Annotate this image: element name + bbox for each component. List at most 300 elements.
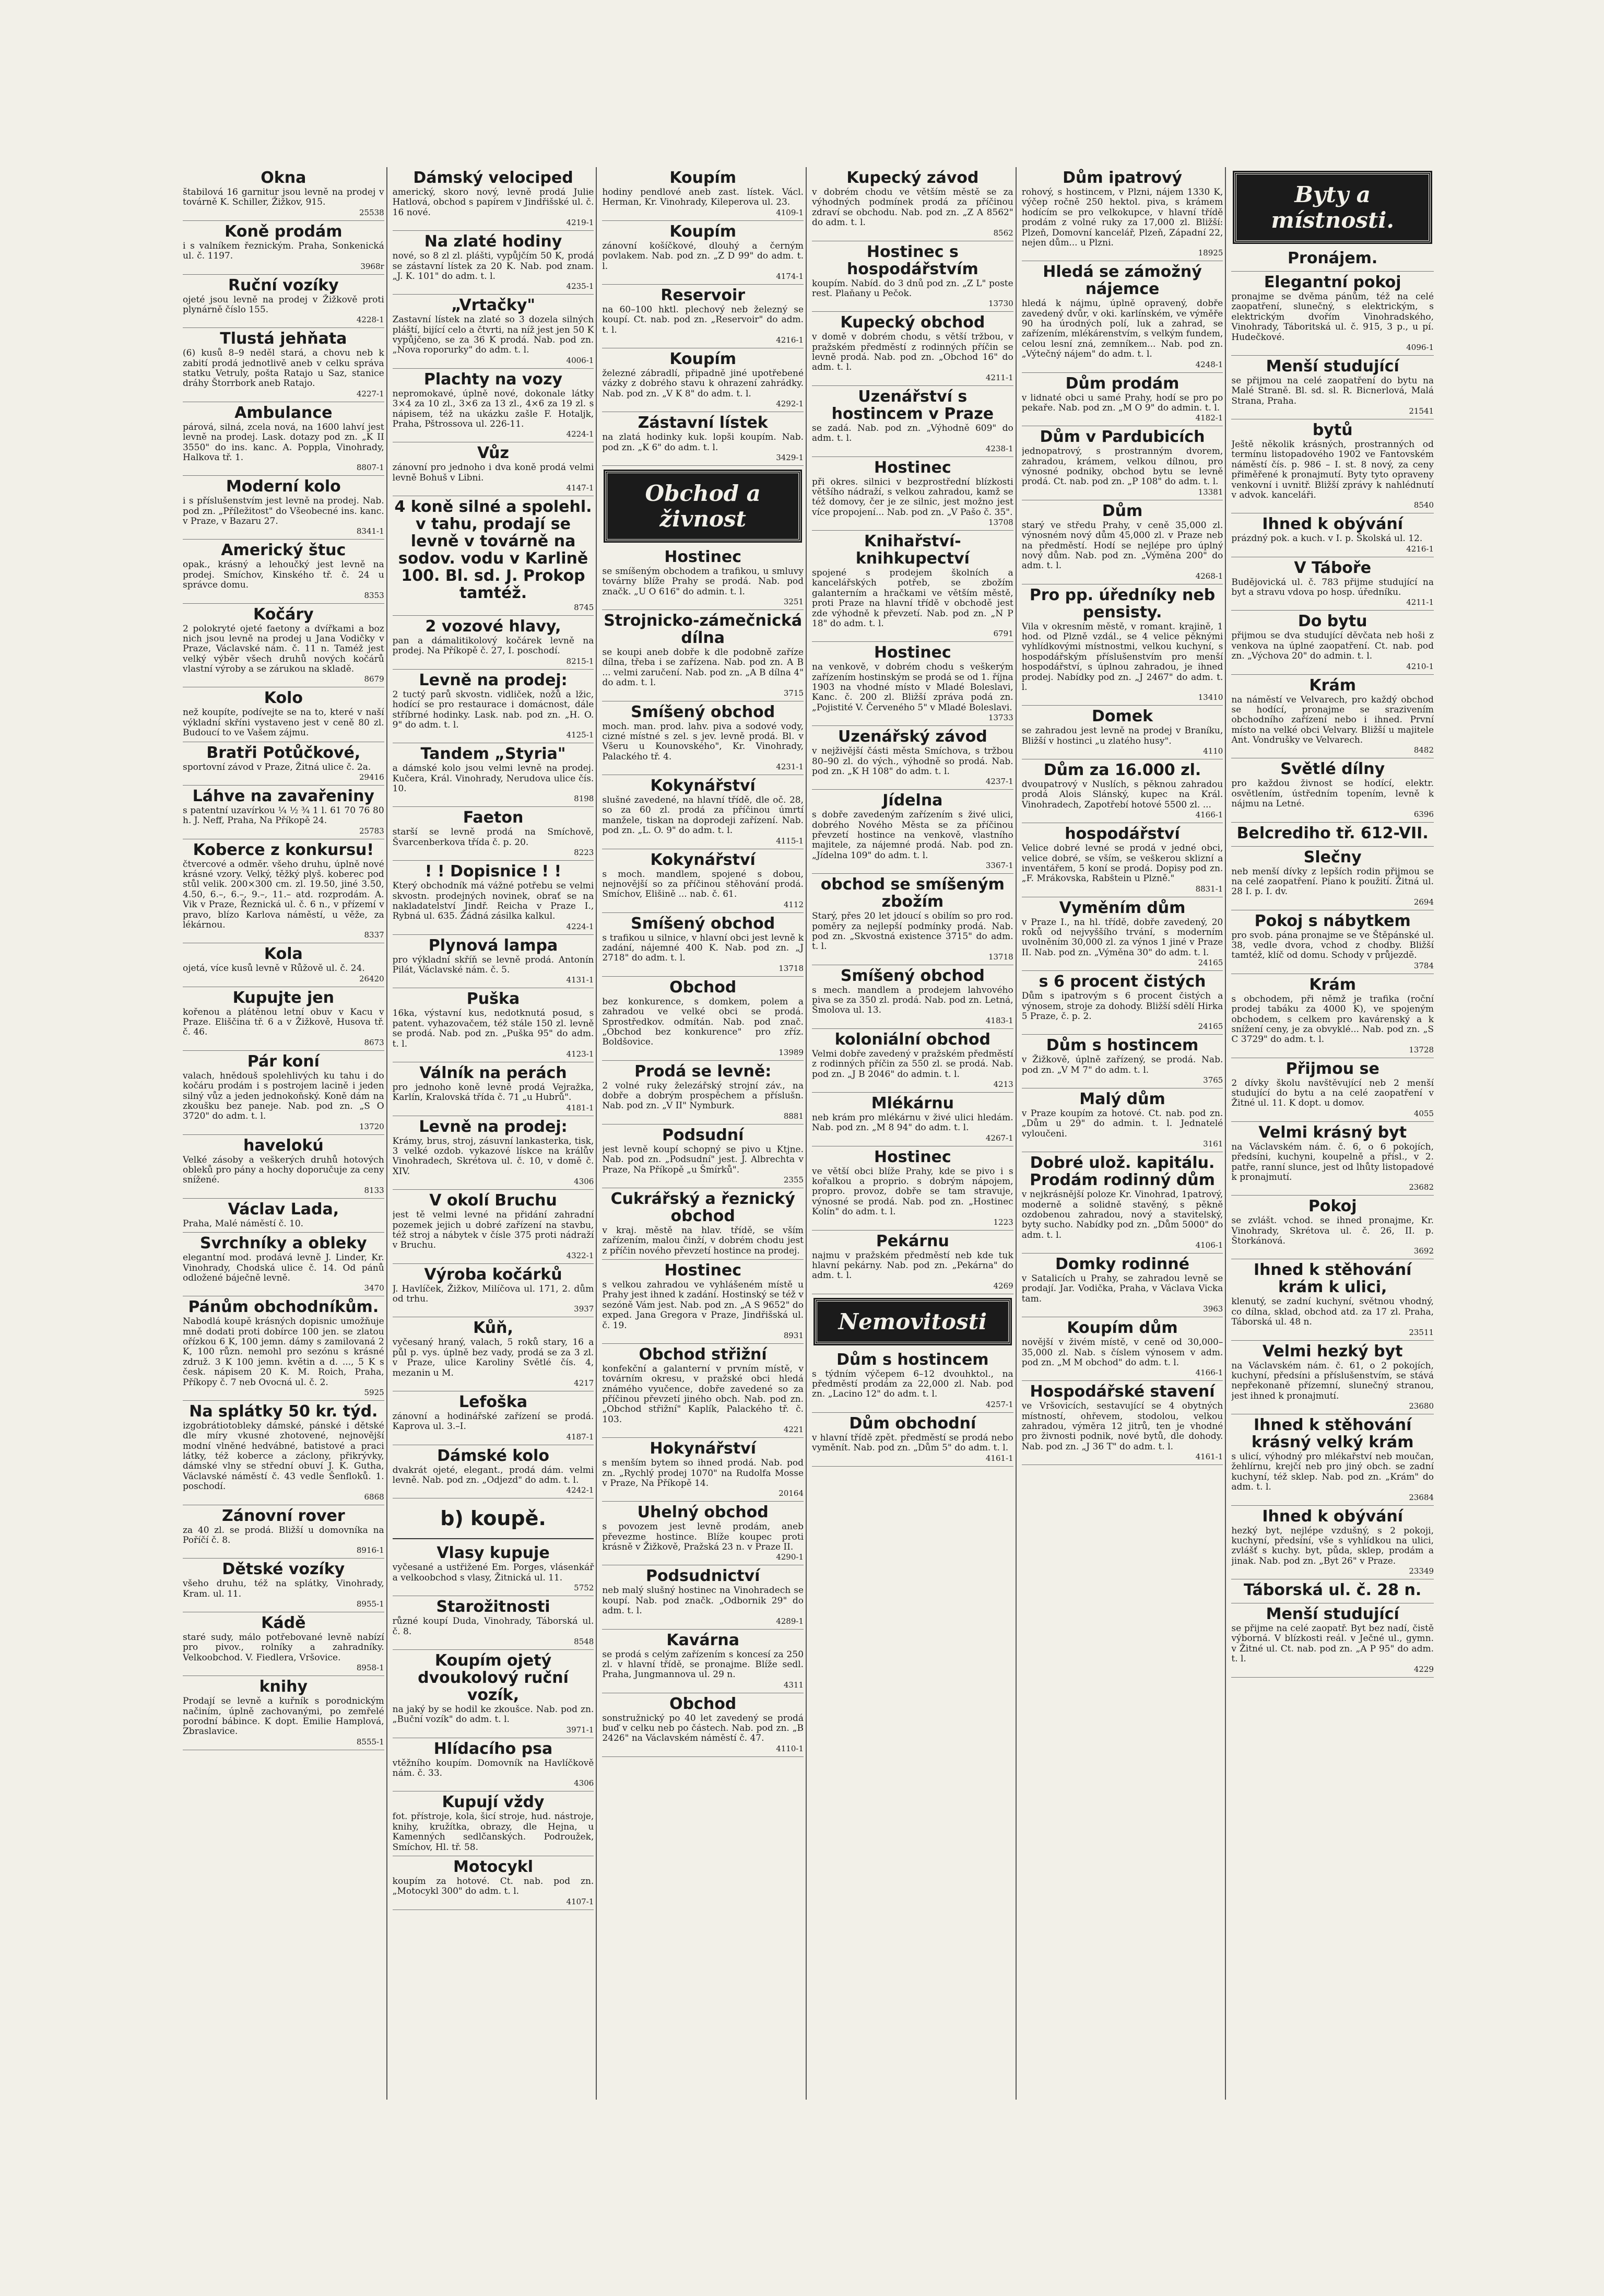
classified-ad — [602, 348, 804, 412]
ad-body: za 40 zl. se prodá. Bližší u domovníka na Poříčí č. 8. — [183, 1525, 384, 1545]
ad-heading: Uhelný obchod — [637, 1503, 769, 1522]
ad-body: se zvlášt. vchod. se ihned pronajme, Kr. Vinohrady, Skrétova ul. č. 26, II. p. Štorkánová. — [1231, 1215, 1434, 1246]
ad-heading: Svrchníky a obleky — [200, 1234, 367, 1253]
ad-body: s trafikou u silnice, v hlavní obci jest levně k zadání, nájemné 400 K. Nab. pod zn. „J 2718" do adm. t. l. — [602, 932, 804, 964]
ad-body: ve Vršovicích, sestavující se 4 obytných místností, ohřevem, stodolou, velkou zahradou, výměra 12 jitrů, ten je vhodné pro živnosti podnik, nové bytů, dle dohody. Nab. pod zn. „J 36 T" do adm. t. l. — [1021, 1401, 1223, 1452]
classified-ad — [1231, 513, 1434, 557]
section-subheading: b) koupě. — [393, 1498, 594, 1539]
ad-body: jest tě velmi levné na přidání zahradní pozemek jejich u dobré zařízení na stavbu, též stroj a nábytek v čísle 375 proti nádraží v Bruchu. — [392, 1210, 594, 1251]
ad-heading: Obchod střižní — [639, 1345, 767, 1364]
ad-code: 4267-1 — [985, 1133, 1013, 1143]
ad-code: 8831-1 — [1195, 884, 1223, 894]
ad-code: 4006-1 — [566, 355, 594, 365]
ad-code: 4123-1 — [566, 1049, 594, 1059]
ad-code: 4182-1 — [1195, 413, 1223, 423]
ad-heading: Kavárna — [666, 1631, 740, 1649]
ad-heading: Krám — [1309, 676, 1356, 695]
ad-body: v nejkrásnější poloze Kr. Vinohrad, 1patrový, moderně a solidně stavěný, s pěkně ozdobenou zahradou, nový a stavitelský, byty sucho. Nabídky pod zn. „Dům 5000" do adm. t. l. — [1021, 1189, 1223, 1240]
ad-body: Praha, Malé náměstí č. 10. — [183, 1218, 304, 1229]
ad-code: 6396 — [1413, 809, 1434, 819]
ad-code: 8807-1 — [356, 463, 384, 473]
ad-code: 4311 — [783, 1680, 804, 1690]
ad-heading: Koupím dům — [1067, 1319, 1178, 1338]
ad-code: 4248-1 — [1195, 359, 1223, 369]
ad-body: dvakrát ojeté, elegant., prodá dám. velmi levně. Nab. pod zn. „Odjezd" do adm. t. l. — [392, 1465, 594, 1485]
ad-code: 3715 — [783, 688, 804, 698]
classified-ad — [183, 943, 384, 987]
ad-code: 4221 — [783, 1425, 804, 1435]
classified-ad — [812, 1029, 1013, 1093]
ad-heading: Cukrářský a řeznický obchod — [610, 1189, 795, 1225]
classified-ad — [602, 1630, 804, 1693]
ad-code: 3937 — [574, 1304, 594, 1314]
ad-heading: Kůň, — [473, 1319, 513, 1338]
ad-body: elegantní mod. prodává levně J. Linder, Kr. Vinohrady, Chodská ulice č. 14. Od pánů odložené báječně levně. — [183, 1252, 384, 1283]
ad-heading: Okna — [261, 169, 306, 187]
ad-body: Velké zásoby a veškerých druhů hotových obleků pro pány a hochy doporučuje za ceny snížené. — [183, 1154, 384, 1186]
ad-heading: Tlustá jehňata — [220, 330, 347, 348]
ad-body: prázdný pok. a kuch. v I. p. Školská ul. 12. — [1231, 533, 1423, 544]
ad-code: 29416 — [359, 772, 384, 782]
ad-code: 21541 — [1409, 406, 1434, 416]
ad-code: 4269 — [993, 1281, 1013, 1291]
ad-body: štabilová 16 garnitur jsou levně na prodej v továrně K. Schiller, Žižkov, 915. — [183, 187, 384, 208]
ad-code: 8958-1 — [356, 1663, 384, 1673]
ad-body: se zadá. Nab. pod zn. „Výhodně 609" do adm. t. l. — [812, 423, 1013, 444]
classified-ad — [183, 1505, 384, 1559]
ad-body: v Praze koupím za hotové. Ct. nab. pod zn. „Dům u 29" do admin. t. l. Jednatelé vyloučeni. — [1021, 1108, 1223, 1139]
ad-body: hezký byt, nejlépe vzdušný, s 2 pokoji, kuchyní, předsíní, vše s vyhlídkou na ulici, zvlášť s kuchy. byt, půda, sklep, prodám a jinak. Nab. pod zn. „Byt 26" v Praze. — [1231, 1525, 1434, 1566]
ad-body: při okres. silnici v bezprostřední blízkosti většího nádraží, s velkou zahradou, kamž se též domovy, čer je ze silnic, jest možno jest více propojení... Nab. pod zn. „V Pašo č. 35". — [812, 476, 1013, 518]
ad-heading: Hostinec — [874, 643, 951, 662]
classified-ad — [393, 1542, 594, 1596]
ad-body: vyčesaný hraný, valach, 5 roků stary, 16 a půl p. vys. úplně bez vady, prodá se za 3 zl. v Praze, ulice Karoliny Světlé čís. 4, mezanin u M. — [392, 1337, 594, 1378]
ad-code: 13733 — [988, 713, 1013, 723]
classified-ad — [393, 1317, 594, 1391]
column-5 — [1022, 167, 1226, 2100]
classified-ad — [1022, 1152, 1223, 1254]
classified-ad — [812, 874, 1013, 965]
ad-body: s velkou zahradou ve vyhlášeném místě u Prahy jest ihned k zadání. Hostinský se též v sezóně Vám jest. Nab. pod zn. „A S 9652" do exped. Jana Gregora v Praze, Jindřišská ul. č. 19. — [602, 1280, 804, 1331]
section-banner: Nemovitosti — [815, 1299, 1010, 1344]
classified-ad — [812, 1349, 1013, 1413]
ad-heading: Koupím — [669, 222, 737, 241]
ad-code: 4242-1 — [566, 1485, 594, 1495]
ad-body: koupím. Nabíd. do 3 dnů pod zn. „Z L" poste rest. Plaňany u Pečok. — [812, 278, 1013, 299]
ad-code: 4161-1 — [985, 1453, 1013, 1463]
ad-code: 13381 — [1198, 487, 1223, 497]
ad-code: 2355 — [783, 1175, 804, 1185]
ad-heading: Krám — [1309, 975, 1356, 994]
ad-body: Prodají se levně a kuřník s porodnickým načiním, úplně zachovanými, po zemřelé porodní bábince. K dopt. Emilie Hamplová, Zbraslavice. — [183, 1696, 384, 1737]
ad-code: 4213 — [993, 1079, 1013, 1089]
ad-body: s obchodem, při němž je trafika (roční prodej tabáku za 4000 K), ve spojeným obchodem, s celkem pro kavárenský a k snížení ceny, je za obvyklé... Nab. pod zn. „S C 3729" do adm. t. l. — [1231, 993, 1434, 1045]
ad-heading: Vůz — [477, 444, 509, 463]
ad-body: se zahradou jest levně na prodej v Braníku, Bližší v hostinci „u zlatého husy". — [1021, 725, 1223, 746]
ad-heading: Vlasy kupuje — [437, 1544, 550, 1563]
classified-ad — [183, 1296, 384, 1401]
classified-ad — [602, 610, 804, 701]
ad-body: všeho druhu, též na splátky, Vinohrady, Kram. ul. 11. — [183, 1578, 384, 1599]
ad-code: 13720 — [359, 1121, 384, 1131]
ad-body: se koupi aneb dobře k dle podobně zaříze dílna, třeba i se zařízena. Nab. pod zn. A B ... velmi zaručení. Nab. pod zn. „A B dílna 4" do adm. t. l. — [602, 647, 804, 688]
ad-heading: Dobré ulož. kapitálu. Prodám rodinný dům — [1030, 1154, 1215, 1190]
classified-ad — [183, 540, 384, 603]
classified-ad — [602, 1260, 804, 1344]
ad-heading: Puška — [466, 990, 520, 1009]
classified-ad — [1231, 248, 1434, 272]
classified-ad — [1231, 1341, 1434, 1415]
ad-body: vtěžního koupím. Domovník na Havlíčkově nám. č. 33. — [392, 1758, 594, 1778]
ad-heading: Pokoj — [1308, 1197, 1357, 1216]
ad-body: neb malý slušný hostinec na Vinohradech se koupí. Nab. pod značk. „Odbornik 29" do adm. t. l. — [602, 1585, 804, 1616]
ad-heading: koloniální obchod — [834, 1030, 990, 1049]
classified-ad — [183, 1051, 384, 1135]
ad-body: koupím za hotové. Ct. nab. pod zn. „Motocykl 300" do adm. t. l. — [392, 1876, 594, 1897]
ad-code: 4217 — [574, 1378, 594, 1388]
ad-heading: Tandem „Styria" — [420, 745, 566, 764]
ad-code: 4183-1 — [985, 1015, 1013, 1025]
ad-heading: Koně prodám — [225, 222, 343, 241]
ad-code: 4210-1 — [1406, 661, 1434, 671]
classified-ad — [812, 1146, 1013, 1231]
ad-code: 4292-1 — [776, 399, 804, 409]
classified-ad — [183, 275, 384, 329]
ad-heading: Faeton — [463, 809, 524, 827]
ad-body: se prodá s celým zařízením s koncesí za 250 zl. v hlavní třídě, se pronajme. Blíže sedl. Praha, Jungmannova ul. 29 n. — [602, 1649, 804, 1680]
ad-body: v hlavní třídě zpět. předměstí se prodá nebo vyměnít. Nab. pod zn. „Dům 5" do adm. t. l. — [812, 1432, 1013, 1454]
ad-body: v Praze I., na hl. třídě, dobře zavedený, 20 roků od nejvyššího trvání, s moderním uvolněním 30,000 zl. za výnos 1 jiné v Praze II. Nab. pod zn. „Výměna 30" do adm. t. l. — [1021, 917, 1223, 958]
ad-heading: Pronájem. — [1288, 249, 1378, 267]
ad-code: 20164 — [779, 1489, 804, 1498]
ad-body: na Václavském nám. č. 6, o 6 pokojích, předsíni, kuchyni, koupelně a přísl., v 2. patře, ranní slunce, jest od lhůty listopadové k pronajmutí. — [1231, 1141, 1434, 1182]
ad-code: 3963 — [1203, 1304, 1223, 1314]
ad-code: 3765 — [1203, 1075, 1223, 1085]
ad-body: Vila v okresním městě, v romant. krajině, 1 hod. od Plzně vzdál., se 4 velice pěknými vyhlídkovými místnostmi, velkou kuchyní, s hospodářským příslušenstvím pro menší hospodářství, s úplnou zahradou, je ihned prodej. Nabídky pod zn. „J 2467" do adm. t. l. — [1021, 621, 1223, 693]
ad-code: 4219-1 — [566, 218, 594, 228]
column-1 — [183, 167, 387, 2100]
classified-ad — [1231, 356, 1434, 419]
ad-code: 6868 — [364, 1492, 384, 1502]
ad-code: 3470 — [364, 1283, 384, 1293]
ad-code: 4216-1 — [1406, 544, 1434, 554]
ad-code: 8931 — [783, 1330, 804, 1340]
ad-code: 13728 — [1409, 1045, 1434, 1055]
ad-heading: Dům — [1102, 501, 1143, 520]
ad-code: 4216-1 — [776, 335, 804, 345]
ad-heading: Na zlaté hodiny — [424, 232, 562, 251]
classified-ad — [393, 167, 594, 231]
classified-ad — [183, 1401, 384, 1505]
ad-code: 13718 — [779, 963, 804, 973]
ad-body: najmu v pražském předměstí neb kde tuk hlavní pekárny. Nab. pod zn. „Pekárna" do adm. t. l. — [812, 1250, 1013, 1281]
ad-body: na 60–100 hktl. plechový neb železný se koupí. Ct. nab. pod zn. „Reservoir" do adm. t. l. — [602, 304, 804, 335]
ad-code: 24165 — [1198, 1022, 1223, 1032]
classified-ad — [1022, 373, 1223, 427]
classified-ad — [602, 1502, 804, 1565]
ad-code: 2694 — [1413, 897, 1434, 907]
classified-ad — [183, 1233, 384, 1296]
ad-heading: Knihařství-knihkupectví — [855, 532, 970, 568]
ad-code: 4131-1 — [566, 975, 594, 985]
classified-ad — [183, 987, 384, 1051]
ad-code: 8679 — [364, 674, 384, 684]
classified-ad — [393, 1190, 594, 1264]
classified-ad — [393, 935, 594, 989]
ad-code: 4166-1 — [1195, 810, 1223, 820]
classified-ad — [812, 386, 1013, 457]
classified-ad — [393, 670, 594, 744]
classified-ad — [1022, 706, 1223, 759]
ad-heading: Kokynářství — [650, 850, 756, 869]
ad-heading: Moderní kolo — [226, 477, 341, 496]
ad-body: nové, so 8 zl zl. plášti, vypůjčím 50 K, prodá se zástavní lístek za 20 K. Nab. pod znam. „J. K. 101" do adm. t. l. — [392, 251, 594, 282]
ad-heading: Ihned k obývání — [1262, 1507, 1403, 1526]
ad-code: 8916-1 — [356, 1545, 384, 1555]
ad-heading: Výroba kočárků — [424, 1265, 562, 1284]
ad-heading: Uzenářství s hostincem v Praze — [831, 387, 994, 423]
ad-body: s moch. mandlem, spojené s dobou, nejnovější so za příčinou stěhování prodá. Smíchov, Elišině ... nab. č. 61. — [602, 869, 804, 900]
ad-body: ojeté jsou levně na prodej v Žižkově proti plynárně číslo 155. — [183, 294, 384, 315]
ad-code: 4228-1 — [356, 315, 384, 325]
ad-heading: Malý dům — [1079, 1090, 1165, 1108]
ad-code: 8215-1 — [566, 656, 594, 666]
classified-ad — [602, 1188, 804, 1260]
ad-body: v domě v dobrém chodu, s větší tržbou, v pražském předměstí z rodinných příčin se levně prodá. Nab. pod zn. „Obchod 16" do adm. t. l. — [812, 332, 1013, 373]
ad-body: v dobrém chodu ve větším městě se za výhodných podmínek prodá za příčinou zdraví se obchodu. Nab. pod zn. „Z A 8562" do adm. t. l. — [812, 187, 1013, 228]
classified-ad — [183, 687, 384, 742]
classified-ad — [1231, 272, 1434, 356]
ad-body: s mech. mandlem a prodejem lahvového piva se za 350 zl. prodá. Nab. pod zn. Letná, Šmolova ul. 13. — [812, 985, 1013, 1016]
classified-ad — [1231, 557, 1434, 611]
classified-ad — [1231, 1058, 1434, 1122]
classified-ad — [393, 496, 594, 616]
ad-code: 23511 — [1409, 1327, 1434, 1337]
ad-body: starší se levně prodá na Smíchově, Švarcenberkova třída č. p. 20. — [392, 827, 594, 848]
ad-code: 4109-1 — [776, 207, 804, 217]
ad-heading: Obchod — [669, 1694, 737, 1713]
ad-heading: Hledá se zámožný nájemce — [1043, 263, 1202, 299]
ad-body: 2 tuctý parů skvostn. vidliček, nožů a lžic, hodící se pro restaurace i domácnost, dále stříbrné hodinky. Lask. nab. pod zn. „H. O. 9" do adm. t. l. — [392, 689, 594, 730]
ad-code: 25538 — [359, 207, 384, 217]
ad-heading: Válník na perách — [419, 1063, 567, 1082]
classified-ad — [183, 839, 384, 944]
ad-body: přijmou se dva studující děvčata neb hoši z venkova na úplné zaopatření. Ct. nab. pod zn. „Výchova 20" do admin. t. l. — [1231, 630, 1434, 662]
classified-ad — [812, 790, 1013, 874]
ad-body: Velmi dobře zavedený v pražském předměstí z rodinných příčin za 550 zl. se prodá. Nab. pod zn. „J B 2046" do admin. t. l. — [812, 1048, 1013, 1080]
ad-body: s ulicí, výhodný pro mlékařství neb moučan, žehlírnu, krejčí neb pro jiný obch. se zadní kuchyní, též sklep. Nab. pod zn. „Krám" do adm. t. l. — [1231, 1451, 1434, 1493]
ad-code: 4238-1 — [985, 443, 1013, 453]
ad-heading: Hokynářství — [650, 1439, 757, 1458]
ad-heading: Koberce z konkursu! — [193, 840, 374, 859]
ad-body: valach, hnědouš spolehlivých ku tahu i do kočáru prodám i s postrojem lacině i jeden silný vůz a jeden jednokoňský. Koně dám na zkoušku bez paneje. Nab. pod zn. „S O 3720" do adm. t. l. — [183, 1070, 384, 1122]
ad-code: 4224-1 — [566, 429, 594, 439]
classified-ad — [183, 221, 384, 275]
ad-code: 5752 — [574, 1583, 594, 1593]
ad-heading: Do bytu — [1298, 612, 1367, 631]
ad-heading: Hostinec — [664, 547, 742, 566]
ad-body: v kraj. městě na hlav. třídě, se vším zařízením, malou činží, v dobrém chodu jest z příčin nového převzetí hostince na prodej. — [602, 1225, 804, 1256]
ad-body: 2 volné ruky železářský strojní záv., na dobře a dobrým prospěchem a příslušn. Nab. pod zn. „V II" Nymburk. — [602, 1080, 804, 1111]
ad-body: hodiny pendlové aneb zast. lístek. Václ. Herman, Kr. Vinohrady, Kileperova ul. 23. — [602, 187, 804, 208]
classified-ad — [1231, 1603, 1434, 1678]
ad-code: 8881 — [783, 1111, 804, 1121]
ad-code: 8562 — [993, 228, 1013, 238]
ad-heading: Plachty na vozy — [423, 370, 563, 389]
classified-ad — [812, 726, 1013, 790]
ad-code: 4237-1 — [985, 777, 1013, 787]
ad-code: 8341-1 — [356, 526, 384, 536]
classified-ad — [1231, 1196, 1434, 1259]
ad-body: klenutý, se zadní kuchyní, světnou vhodný, co dílna, sklad, obchod atd. za 17 zl. Praha, Táborská ul. 48 n. — [1231, 1296, 1434, 1328]
ad-heading: Dům ipatrový — [1063, 169, 1182, 187]
ad-heading: Zástavní lístek — [638, 414, 768, 432]
ad-body: fot. přístroje, kola, šicí stroje, hud. nástroje, knihy, kružítka, obrazy, dle Hejna, u Kamenných sedlčanských. Podroužek, Smíchov, Hl. tř. 58. — [392, 1811, 594, 1853]
ad-heading: Hostinec s hospodářstvím — [846, 242, 978, 278]
ad-body: 2 dívky školu navštěvující neb 2 menší studující do bytu a na celé zaopatření v Žitné ul. 11. K dopt. u domov. — [1231, 1077, 1434, 1109]
ad-code: 23680 — [1409, 1401, 1434, 1411]
ad-body: dvoupatrový v Nuslích, s pěknou zahradou prodá Alois Slánský, kupec na Král. Vinohradech, Zapotřebí hotové 5500 zl. ... — [1021, 779, 1223, 810]
ad-code: 13989 — [779, 1047, 804, 1057]
ad-body: železné zábradlí, připadně jiné upotřebené vázky z dobrého stavu k ohrazení zahrádky. Nab. pod zn. „V K 8" do adm. t. l. — [602, 368, 804, 399]
classified-ad — [602, 1693, 804, 1757]
ad-heading: Vyměním dům — [1059, 898, 1186, 917]
classified-ad — [602, 546, 804, 610]
ad-code: 4110 — [1203, 746, 1223, 756]
ad-heading: Kola — [264, 945, 303, 964]
ad-body: Který obchodník má vážné potřebu se velmi skvostn. prodejných novinek, obrať se na nakladatelství Jindř. Reicha v Praze I., Rybná ul. 635. Žádná zásilka kalkul. — [392, 881, 594, 922]
ad-heading: Velmi hezký byt — [1262, 1342, 1403, 1361]
classified-ad — [1022, 897, 1223, 971]
ad-body: ojetá, více kusů levně v Růžově ul. č. 24. — [183, 963, 365, 974]
classified-ad — [393, 1650, 594, 1738]
ad-body: pronajme se dvěma pánům, též na celé zaopatření, slunečný, s elektrickým, s elektrickým dvořím Vinohradského, Vinohrady, Táboritská ul. č. 915, 3 p., u pí. Hudečkové. — [1231, 291, 1434, 343]
ad-body: J. Havlíček, Žižkov, Milíčova ul. 171, 2. dům od trhu. — [392, 1283, 594, 1304]
ad-heading: Zánovní rover — [221, 1506, 345, 1525]
classified-ad — [1022, 759, 1223, 823]
classified-ad — [1022, 500, 1223, 584]
ad-heading: Světlé dílny — [1280, 760, 1385, 779]
classified-ad — [1022, 167, 1223, 261]
ad-body: rohový, s hostincem, v Plzni, nájem 1330 K, výčep ročně 250 hektol. piva, s krámem hodícím se pro velkokupce, v hlavní třídě prodám z volné ruky za 17,000 zl. Bližší: Plzeň, Domovní kancelář, Plzeň, Západní 22, nejen dům... u Plzni. — [1021, 187, 1223, 248]
ad-body: párová, silná, zcela nová, na 1600 lahví jest levně na prodej. Lask. dotazy pod zn. „K II 3550" do ins. kanc. A. Poppla, Vinohrady, Halkova tř. 1. — [183, 421, 384, 463]
ad-heading: Kádě — [261, 1614, 306, 1632]
ad-heading: Bratři Potůčkové, — [206, 743, 361, 762]
ad-body: kořenou a plátěnou letní obuv v Kacu v Praze. Eliščina tř. 6 a v Žižkově, Husova tř. č. 46. — [183, 1006, 384, 1038]
classified-ad — [183, 1135, 384, 1199]
classified-ad — [1022, 1381, 1223, 1465]
ad-code: 4224-1 — [566, 921, 594, 931]
ad-heading: Kupují vždy — [442, 1793, 545, 1812]
classified-ad — [602, 849, 804, 913]
ad-heading: Koupím — [669, 350, 737, 368]
ad-body: i s příslušenstvím jest levně na prodej. Nab. pod zn. „Příležitost" do Všeobecné ins. kanc. v Praze, v Bazaru 27. — [183, 496, 384, 526]
ad-code: 3367-1 — [985, 861, 1013, 871]
classified-ad — [183, 328, 384, 402]
classified-ad — [602, 221, 804, 285]
ad-heading: Dům obchodní — [849, 1414, 976, 1433]
ad-heading: Hlídacího psa — [433, 1739, 553, 1758]
ad-code: 8955-1 — [356, 1599, 384, 1609]
ad-code: 13708 — [988, 518, 1013, 527]
classified-ad — [183, 167, 384, 221]
column-6 — [1231, 167, 1436, 2100]
ad-code: 3784 — [1413, 960, 1434, 970]
ad-heading: Václav Lada, — [228, 1200, 339, 1219]
ad-heading: Dámský velociped — [413, 169, 573, 187]
classified-ad — [602, 1124, 804, 1188]
ad-heading: ! ! Dopisnice ! ! — [424, 862, 562, 881]
ad-heading: Lefoška — [458, 1392, 528, 1411]
ad-body: s menším bytem so ihned prodá. Nab. pod zn. „Rychlý prodej 1070" na Rudolfa Mosse v Praze, Na Příkopě 14. — [602, 1458, 804, 1489]
ad-code: 4257-1 — [985, 1399, 1013, 1409]
classified-ad — [393, 1738, 594, 1792]
ad-code: 4147-1 — [566, 483, 594, 493]
ad-heading: Pokoj s nábytkem — [1254, 911, 1411, 930]
ad-body: opak., krásný a lehoučký jest levně na prodej. Smíchov, Kinského tř. č. 24 u správce domu. — [183, 559, 384, 591]
ad-body: různé koupí Duda, Vinohrady, Táborská ul. č. 8. — [392, 1616, 594, 1637]
ad-code: 8223 — [574, 848, 594, 858]
ad-heading: Hostinec — [664, 1261, 742, 1280]
ad-code: 4106-1 — [1195, 1240, 1223, 1250]
ad-body: Starý, přes 20 let jdoucí s obilím so pro rod. poměry za nejlepší podmínky prodá. Nab. pod zn. „Skvostná existence 3715" do adm. t. l. — [812, 911, 1013, 952]
ad-heading: Levně na prodej: — [419, 1117, 568, 1136]
ad-body: spojené s prodejem školních a kancelářských potřeb, se zbožím galanterním a hračkami ve větším městě, proti Praze na hlavní třídě v obchodě jest zde výhodně k převzetí. Nab. pod zn. „N P 18" do adm. t. l. — [812, 568, 1013, 629]
ad-heading: Domky rodinné — [1055, 1255, 1189, 1273]
ad-code: 4231-1 — [776, 762, 804, 771]
classified-ad — [393, 442, 594, 496]
classified-ad — [1022, 823, 1223, 897]
ad-heading: Smíšený obchod — [631, 914, 775, 933]
classified-ad — [1231, 1506, 1434, 1580]
ad-heading: Láhve na zavařeniny — [192, 787, 374, 805]
ad-code: 5925 — [364, 1387, 384, 1397]
ad-heading: Dům prodám — [1065, 374, 1180, 393]
ad-code: 4187-1 — [566, 1432, 594, 1442]
ad-body: na náměstí ve Velvarech, pro každý obchod se hodící, pronajme se srazivením obchodního zařízení nebo i ihned. První místo na velké obci Velvary. Bližší u majitele Ant. Vondrušky ve Velvarech. — [1231, 694, 1434, 745]
classified-ad — [602, 775, 804, 849]
classified-columns — [183, 167, 1436, 2100]
ad-body: na zlatá hodinky kuk. lopši koupím. Nab. pod zn. „K 6" do adm. t. l. — [602, 432, 804, 453]
classified-ad — [1022, 971, 1223, 1035]
ad-body: se přijmou na celé zaopatření do bytu na Malé Straně. Bl. sd. sl. R. Bicnerlová, Malá Strana, Praha. — [1231, 375, 1434, 406]
ad-heading: Starožitnosti — [436, 1598, 550, 1616]
classified-ad — [1231, 675, 1434, 759]
ad-code: 3429-1 — [776, 452, 804, 462]
ad-body: ve větší obci blíže Prahy, kde se pivo i s kořalkou a proprio. s dobrým nápojem, propro. provoz, dobře se tam stravuje, výnosné se prodá. Nab. pod zn. „Hostinec Kolín" do adm. t. l. — [812, 1166, 1013, 1217]
classified-ad — [812, 531, 1013, 642]
classified-ad — [1231, 823, 1434, 847]
ad-body: staré sudy, málo potřebované levně nabízí pro pivov., rolníky a zahradníky. Velkoobchod. V. Fiedlera, Vršovice. — [183, 1632, 384, 1663]
ad-heading: Hospodářské stavení — [1030, 1383, 1215, 1401]
ad-code: 8745 — [574, 603, 594, 612]
ad-heading: 4 koně silné a spolehl. v tahu, prodají se levně v továrně na sodov. vodu v Karlině 100. Bl. sd. J. Prokop tamtéž. — [394, 498, 592, 602]
ad-heading: Kupecký závod — [846, 169, 979, 187]
ad-body: Ještě několik krásných, prostranných od termínu listopadového 1902 ve Fantovském náměstí čís. p. 986 – I. st. 8 nový, za ceny přiměřené k pronajmutí. Byty tyto opraveny venkovní i uvnitř. Bližší zprávy k nahlédnutí v advok. kanceláři. — [1231, 439, 1434, 500]
ad-body: i s valníkem řeznickým. Praha, Sonkenická ul. č. 1197. — [183, 240, 384, 262]
ad-body: s patentní uzavírkou ¼ ½ ¾ 1 l. 61 70 76 80 h. J. Neff, Praha, Na Příkopě 24. — [183, 805, 384, 826]
ad-heading: Hostinec — [874, 1147, 951, 1166]
ad-code: 18925 — [1198, 248, 1223, 258]
ad-heading: Menší studující — [1266, 357, 1399, 376]
classified-ad — [602, 1061, 804, 1124]
classified-ad — [393, 988, 594, 1062]
classified-ad — [183, 476, 384, 540]
ad-code: 6791 — [993, 629, 1013, 639]
ad-code: 8548 — [574, 1636, 594, 1646]
classified-ad — [602, 701, 804, 776]
ad-heading: Americký štuc — [221, 541, 346, 560]
